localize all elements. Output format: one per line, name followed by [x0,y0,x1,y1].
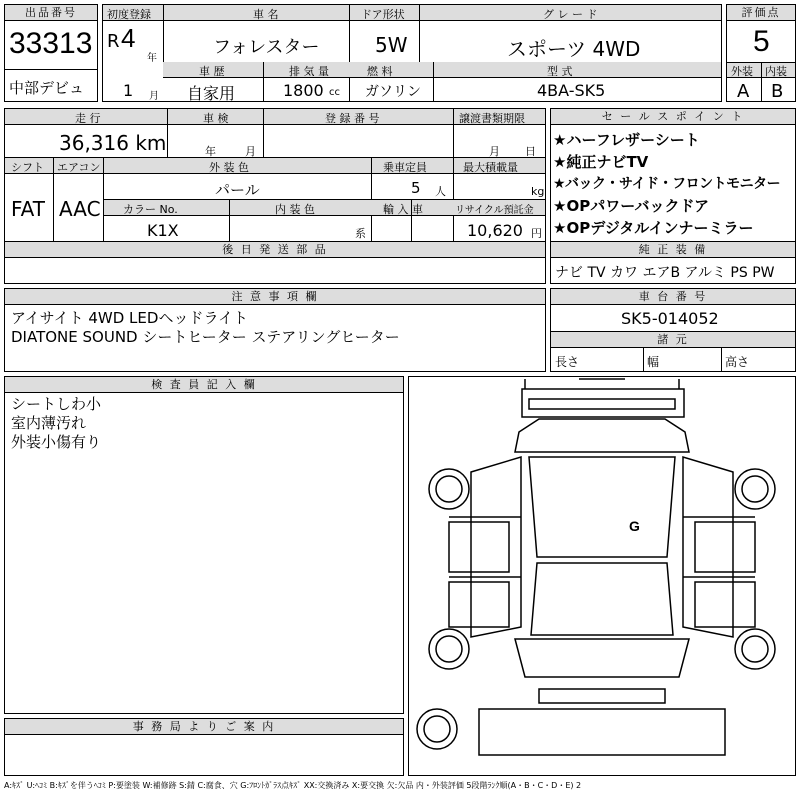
door-rear-left [449,582,509,627]
grade-label: グ レ ー ド [543,8,598,21]
dims-label: 諸 元 [551,332,795,348]
score-label: 評価点 [727,5,795,21]
car-roof [529,457,675,557]
int-color-label: 内 装 色 [275,203,315,216]
note-line: アイサイト 4WD LEDヘッドライト [11,309,248,327]
spare-wheel [417,709,457,749]
lot-number: 33313 [9,27,93,60]
interior-label: 内装 [765,65,787,78]
recycle-label: リサイクル預託金 [455,205,534,216]
notes-lines [11,309,400,347]
damage-mark-g: G [629,518,640,534]
ac: AAC [59,197,101,221]
exterior-grade: A [737,81,750,102]
interior-grade: B [771,81,784,102]
import-label: 輸 入 車 [383,203,423,216]
inspector-line: シートしわ小 [11,395,102,413]
sales-point-item: ★ハーフレザーシート [553,131,700,149]
car-name: フォレスター [213,37,320,58]
history-label: 車 歴 [199,65,225,78]
capacity-unit: 人 [435,185,446,198]
door-rear-right [695,582,755,627]
chassis-box [550,288,796,372]
transfer-day-unit: 日 [525,145,536,158]
sales-point-item: ★純正ナビTV [553,153,649,171]
first-reg-year: 4 [121,23,136,53]
displacement-label: 排 気 量 [289,65,329,78]
lot-number-box [4,4,98,102]
lot-number-label: 出品番号 [5,5,97,21]
sales-point-item: ★OPパワーバックドア [553,197,709,215]
fuel: ガソリン [365,84,421,100]
model: 4BA-SK5 [537,81,606,100]
transfer-label: 譲渡書類期限 [459,112,525,125]
recycle-unit: 円 [531,227,542,240]
color-no-label: カラー No. [123,203,178,216]
wheel-front-left [429,469,469,509]
inspector-label: 検 査 員 記 入 欄 [5,377,403,393]
sales-point-item: ★OPデジタルインナーミラー [553,219,754,237]
door-front-right [695,522,755,572]
capacity-label: 乗車定員 [383,161,427,174]
int-color-unit: 系 [355,227,366,240]
legend: A:ｷｽﾞ U:ﾍｺﾐ B:ｷｽﾞを伴うﾍｺﾐ P:要塗装 W:補修跡 S:錆 C:腐食、穴 G:ﾌﾛﾝﾄｶﾞﾗｽ点ｷｽﾞ XX:交換済み X:要交換 欠:欠品 内・外装評価 5段階ﾗﾝｸ順(A・B・C・D・E) 2 [4,781,582,790]
mileage: 36,316 km [59,131,167,155]
score: 5 [753,25,770,58]
grade: スポーツ 4WD [507,37,641,61]
venue: 中部デビュ [9,79,85,97]
door-type: 5W [375,33,408,57]
sales-points-label: セ ー ル ス ポ イ ン ト [551,109,795,125]
mileage-label: 走 行 [75,112,101,125]
displacement-unit: cc [329,87,340,98]
inspector-box [4,376,404,714]
door-label: ドア形状 [361,8,405,21]
month-unit: 月 [149,91,159,102]
note-line: DIATONE SOUND シートヒーター ステアリングヒーター [11,328,400,346]
height-label: 高さ [725,355,750,369]
equipment-value: ナビ TV カワ エアB アルミ PS PW [555,265,775,281]
inspection-month-unit: 月 [245,145,256,158]
wheel-rear-left [429,629,469,669]
era: R [107,31,120,52]
ac-label: エアコン [57,161,101,174]
history: 自家用 [187,84,236,103]
inspector-line: 室内薄汚れ [11,414,87,432]
model-label: 型 式 [547,65,573,78]
inspection-year-unit: 年 [205,145,216,158]
length-label: 長さ [555,355,580,369]
wheel-front-right [735,469,775,509]
first-reg-label: 初度登録 [107,8,151,21]
car-bumper-top [529,399,675,409]
max-load-label: 最大積載量 [463,161,518,174]
displacement: 1800 [283,81,324,100]
chassis-label: 車 台 番 号 [551,289,795,305]
sales-point-item: ★バック・サイド・フロントモニター [553,176,781,192]
notes-label: 注 意 事 項 欄 [5,289,545,305]
inspection-label: 車 検 [203,112,229,125]
office-label: 事 務 局 よ り ご 案 内 [5,719,403,735]
car-diagram [409,377,795,775]
car-windshield [515,419,689,452]
year-unit: 年 [147,53,157,64]
later-parts-label: 後 日 発 送 部 品 [5,242,545,258]
inspector-line: 外装小傷有り [11,433,102,451]
car-trunk [479,709,725,755]
first-reg-month: 1 [123,81,134,100]
fuel-label: 燃 料 [367,65,393,78]
ext-color-label: 外 装 色 [209,161,249,174]
ext-color: パール [215,181,260,199]
vehicle-details-box [4,108,546,284]
notes-box [4,288,546,372]
wheel-rear-right [735,629,775,669]
color-no: K1X [147,221,179,240]
car-rear [515,639,689,677]
inspector-lines [11,395,101,452]
car-diagram-box [408,376,796,776]
recycle: 10,620 [467,221,523,240]
car-bumper-rear [539,689,665,703]
car-name-label: 車 名 [253,8,279,21]
car-body-right [683,457,733,637]
main-header-box [102,4,722,102]
exterior-label: 外装 [731,65,753,78]
capacity: 5 [411,179,421,197]
sales-points-box [550,108,796,284]
office-box [4,718,404,776]
equipment-label: 純 正 装 備 [551,242,795,258]
max-load-unit: kg [531,185,545,198]
door-front-left [449,522,509,572]
transfer-month-unit: 月 [489,145,500,158]
car-outline-top [522,389,684,417]
reg-no-label: 登 録 番 号 [325,112,380,125]
width-label: 幅 [647,355,660,369]
score-box [726,4,796,102]
chassis-number: SK5-014052 [621,309,719,328]
car-body-left [471,457,521,637]
shift: FAT [11,197,46,221]
shift-label: シフト [11,161,44,174]
sales-points-list [553,129,793,239]
car-rear-glass [531,563,673,635]
